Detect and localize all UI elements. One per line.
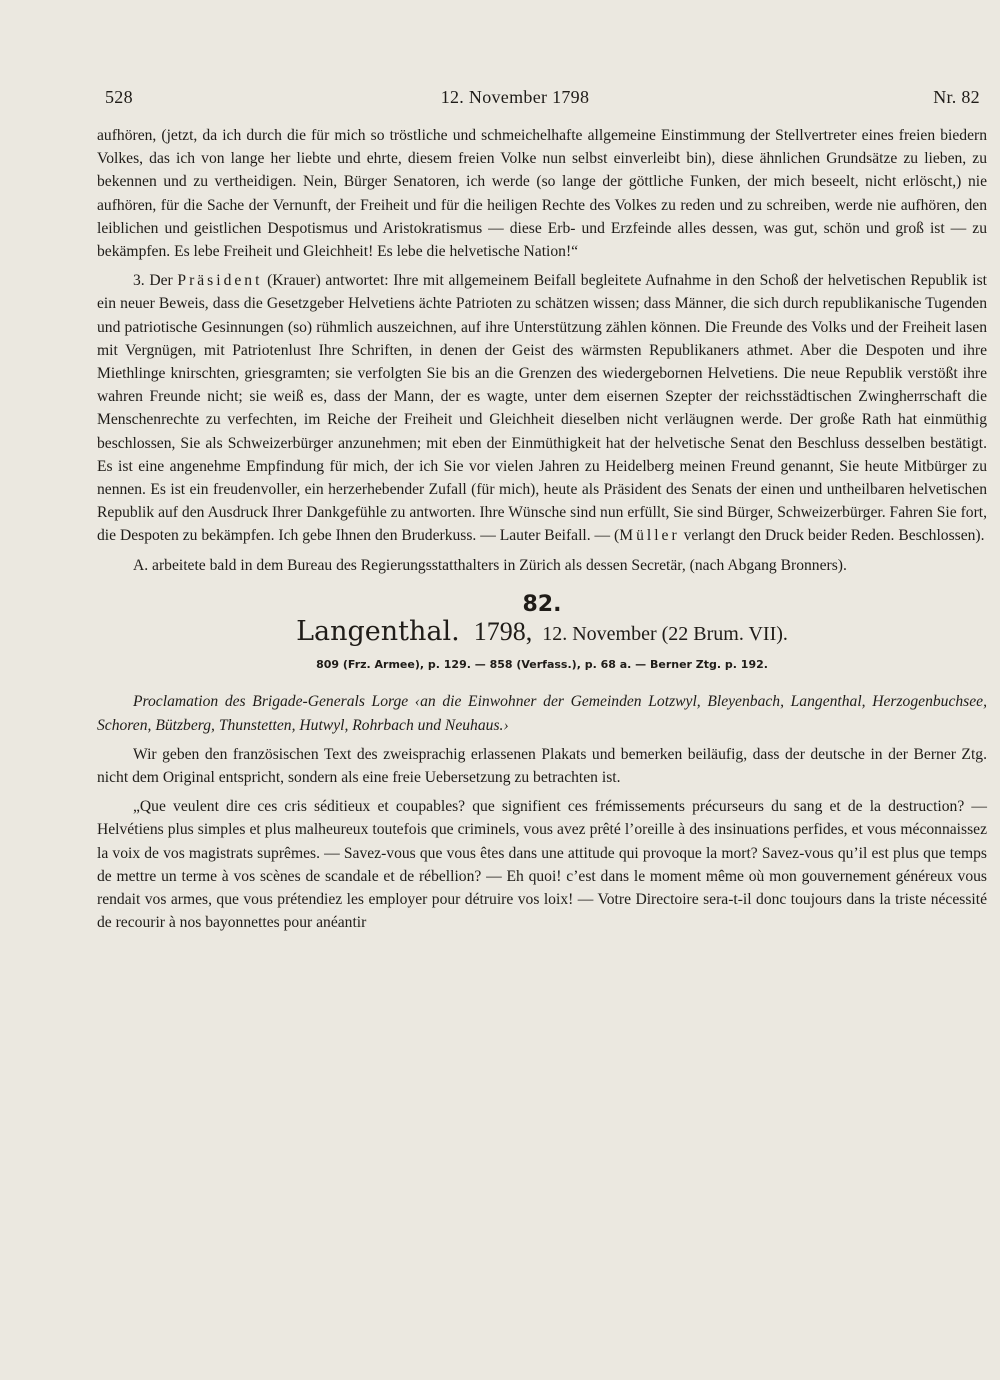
paragraph-president-reply	[97, 269, 987, 547]
paragraph-text: 3. Der	[133, 272, 173, 290]
entry-date: 12. November (22 Brum. VII).	[542, 623, 788, 646]
entry-year: 1798,	[473, 617, 533, 647]
editorial-note: Wir geben den französischen Text des zweisprachig erlassenen Plakats und bemerken beiläufig, dass der deutsche in der Berner Ztg. nicht dem Original entspricht, sondern als eine freie Uebersetzung zu betrachten ist.	[97, 745, 987, 787]
paragraph-note: A. arbeitete bald in dem Bureau des Regierungsstatthalters in Zürich als dessen Secretär, (nach Abgang Bronners).	[133, 556, 847, 574]
page-number: 528	[105, 87, 133, 107]
spaced-name-mueller: Müller	[619, 527, 680, 545]
entry-place: Langenthal.	[296, 616, 460, 648]
document-body	[97, 124, 987, 935]
header-date: 12. November 1798	[440, 87, 590, 107]
entry-number: Nr. 82	[933, 87, 980, 107]
paragraph-text: verlangt den Druck beider Reden. Beschlossen).	[683, 527, 985, 545]
entry-heading-number: 82.	[522, 591, 562, 617]
entry-headline	[97, 616, 987, 648]
proclamation-title: Proclamation des Brigade-Generals Lorge ‹an die Einwohner der Gemeinden Lotzwyl, Bleyenbach, Langenthal, Herzogenbuchsee, Schoren, Bützberg, Thunstetten, Hutwyl, Rohrbach und Neuhaus.›	[97, 693, 987, 734]
page-header	[105, 87, 980, 111]
spaced-name-president: Präsident	[177, 272, 263, 290]
paragraph-continuation: aufhören, (jetzt, da ich durch die für mich so tröstliche und schmeichelhafte allgemeine Einstimmung der Stellvertreter eines freien biedern Volkes, das ich von lange her liebte und ehrte, diesem freien Volke nun selbst einverleibt bin), diese ähnlichen Grundsätze zu lieben, zu bekennen und zu vertheidigen. Nein, Bürger Senatoren, ich werde (so lange der göttliche Funken, der mich beseelt, nicht erlöscht,) nie aufhören, für die Sache der Vernunft, der Freiheit und für die heiligen Rechte des Volkes zu reden und zu schreiben, werde nie aufhören, den leiblichen und geistlichen Despotismus und Aristokratismus — diese Erb- und Erzfeinde alles dessen, was gut, schön und groß ist — zu bekämpfen. Es lebe Freiheit und Gleichheit! Es lebe die helvetische Nation!“	[97, 127, 987, 261]
entry-references: 809 (Frz. Armee), p. 129. — 858 (Verfass.), p. 68 a. — Berner Ztg. p. 192.	[316, 658, 768, 672]
french-text: „Que veulent dire ces cris séditieux et coupables? que signifient ces frémissements précurseurs du sang et de la destruction? — Helvétiens plus simples et plus malheureux toutefois que criminels, vous avez prêté l’oreille à des insinuations perfides, et vous méconnaissez la voix de vos magistrats suprêmes. — Savez-vous que vous êtes dans une attitude qui provoque la mort? Savez-vous qu’il est plus que temps de mettre un terme à vos scènes de scandale et de rébellion? — Eh quoi! c’est dans le moment même où mon gouvernement généreux vous rendait vos armes, que vous prétendiez les employer pour détruire vos loix! — Votre Directoire sera-t-il donc toujours dans la triste nécessité de recourir à nos bayonnettes pour anéantir	[97, 798, 987, 932]
paragraph-text: (Krauer) antwortet: Ihre mit allgemeinem Beifall begleitete Aufnahme in den Schoß der helvetischen Republik ist ein neuer Beweis, dass die Gesetzgeber Helvetiens ächte Patrioten zu schätzen wissen; dass Männer, die sich durch republikanische Tugenden und patriotische Gesinnungen (so) rühmlich auszeichnen, auf ihre Unterstützung zählen können. Die Freunde des Volks und der Freiheit lasen mit Vergnügen, mit Patriotenlust Ihre Schriften, in denen der Geist des wärmsten Republikaners athmet. Aber die Despoten und ihre Miethlinge knirschten, griesgramten; sie verfolgten Sie bis an die Grenzen des wiedergebornen Helvetiens. Die neue Republik verstößt ihre wahren Freunde nicht; sie weiß es, dass der Mann, der es wagte, unter dem eisernen Szepter der reichsstädtischen Zwingherrschaft die Menschenrechte zu verfechten, im Reiche der Freiheit und Gleichheit dieselben nicht verläugnen werde. Der große Rath hat einmüthig beschlossen, Sie als Schweizerbürger anzunehmen; mit eben der Einmüthigkeit hat der helvetische Senat den Beschluss desselben bestätigt. Es ist eine angenehme Empfindung für mich, der ich Sie vor vielen Jahren zu Heidelberg meinen Freund genannt, Sie heute Mitbürger zu nennen. Es ist ein freudenvoller, ein herzerhebender Zufall (für mich), heute als Präsident des Senats der einen und untheilbaren helvetischen Republik auf den Ausdruck Ihrer Dankgefühle zu antworten. Ihre Wünsche sind nun erfüllt, Sie sind Bürger, Schweizerbürger. Fahren Sie fort, die Despoten zu bekämpfen. Ich gebe Ihnen den Bruderkuss. — Lauter Beifall. — (	[97, 272, 987, 545]
